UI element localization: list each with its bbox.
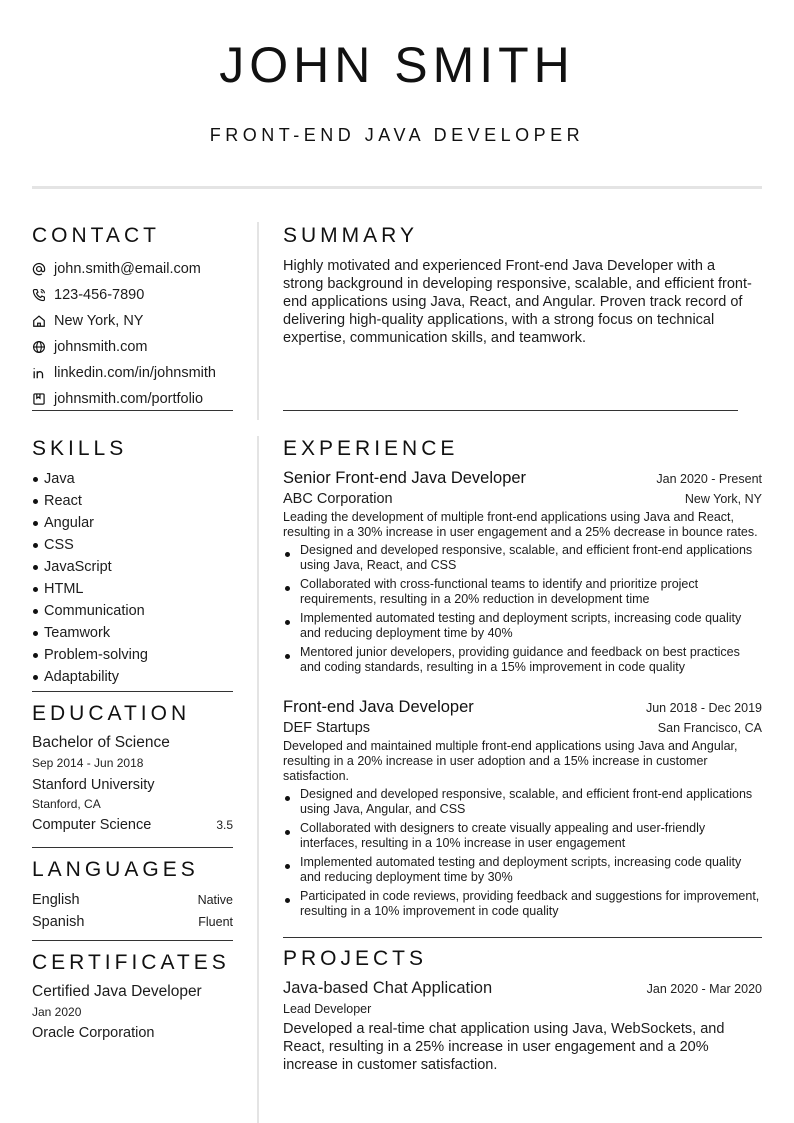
header-divider xyxy=(32,186,762,189)
certificates-heading: CERTIFICATES xyxy=(32,951,230,974)
experience-entry xyxy=(283,469,762,679)
contact-phone-text: 123-456-7890 xyxy=(54,287,145,303)
certificate-date: Jan 2020 xyxy=(32,1005,82,1019)
job-location: San Francisco, CA xyxy=(657,721,762,735)
contact-list xyxy=(32,256,237,412)
education-location: Stanford, CA xyxy=(32,797,101,811)
home-icon xyxy=(32,314,46,328)
language-item xyxy=(32,911,233,933)
job-description: Developed and maintained multiple front-end applications using Java and Angular, resulting in a 20% increase in user adoption and a 15% increase in customer satisfaction. xyxy=(283,739,738,783)
job-title-header: FRONT-END JAVA DEVELOPER xyxy=(209,125,585,145)
certificate-issuer: Oracle Corporation xyxy=(32,1025,155,1041)
languages-list xyxy=(32,889,233,933)
column-divider-bottom xyxy=(257,436,259,1123)
project-description: Developed a real-time chat application using Java, WebSockets, and React, resulting in a 25% increase in user engagement and a 20% increase in customer satisfaction. xyxy=(283,1021,725,1073)
language-name: Spanish xyxy=(32,914,85,930)
project-role: Lead Developer xyxy=(283,1002,372,1016)
education-degree: Bachelor of Science xyxy=(32,734,170,751)
experience-entry xyxy=(283,698,762,923)
summary-divider xyxy=(283,410,738,411)
linkedin-icon xyxy=(32,366,46,380)
job-bullet: Designed and developed responsive, scalable, and efficient front-end applications using Java, React, and CSS xyxy=(283,543,762,573)
education-gpa: 3.5 xyxy=(216,818,233,832)
languages-divider xyxy=(32,940,233,941)
project-dates: Jan 2020 - Mar 2020 xyxy=(646,982,762,996)
language-level: Fluent xyxy=(198,915,233,929)
contact-portfolio-text: johnsmith.com/portfolio xyxy=(54,391,204,407)
skills-divider xyxy=(32,691,233,692)
languages-heading: LANGUAGES xyxy=(32,858,199,881)
globe-icon xyxy=(32,340,46,354)
certificate-entry xyxy=(32,983,233,1041)
job-bullet: Collaborated with designers to create visually appealing and user-friendly interfaces, resulting in a 10% increase in user engagement xyxy=(283,821,762,851)
contact-location-text: New York, NY xyxy=(54,313,144,329)
skill-item: Communication xyxy=(32,600,232,622)
experience-heading: EXPERIENCE xyxy=(283,437,459,460)
projects-heading: PROJECTS xyxy=(283,947,428,970)
skill-item: Adaptability xyxy=(32,666,232,688)
contact-location xyxy=(32,308,237,334)
language-level: Native xyxy=(197,893,233,907)
contact-phone[interactable] xyxy=(32,282,237,308)
job-title: Senior Front-end Java Developer xyxy=(283,469,527,487)
skill-item: Angular xyxy=(32,512,232,534)
contact-linkedin-text: linkedin.com/in/johnsmith xyxy=(54,365,216,381)
contact-portfolio[interactable] xyxy=(32,386,237,412)
skill-item: CSS xyxy=(32,534,232,556)
contact-email-text: john.smith@email.com xyxy=(54,261,201,277)
language-item xyxy=(32,889,233,911)
skills-heading: SKILLS xyxy=(32,437,128,460)
contact-linkedin[interactable] xyxy=(32,360,237,386)
skill-item: JavaScript xyxy=(32,556,232,578)
project-title: Java-based Chat Application xyxy=(283,979,493,997)
education-school: Stanford University xyxy=(32,777,155,793)
job-company: ABC Corporation xyxy=(283,491,393,507)
summary-text: Highly motivated and experienced Front-end Java Developer with a strong background in developing responsive, scalable, and efficient front-end applications using Java, React, and Angular. Proven track record of delivering high-quality applications, with a strong focus on technical expertise, communication skills, and teamwork. xyxy=(283,258,752,346)
education-heading: EDUCATION xyxy=(32,702,191,725)
job-bullets xyxy=(283,543,762,675)
skill-item: Java xyxy=(32,468,232,490)
job-bullet: Implemented automated testing and deployment scripts, increasing code quality and reducing deployment time by 30% xyxy=(283,855,762,885)
summary-heading: SUMMARY xyxy=(283,224,418,247)
candidate-name: JOHN SMITH xyxy=(219,37,575,93)
education-dates: Sep 2014 - Jun 2018 xyxy=(32,756,144,770)
job-bullet: Mentored junior developers, providing guidance and feedback on best practices and coding standards, resulting in a 15% improvement in code quality xyxy=(283,645,762,675)
skills-list xyxy=(32,468,232,688)
job-dates: Jun 2018 - Dec 2019 xyxy=(645,701,762,715)
contact-heading: CONTACT xyxy=(32,224,160,247)
skill-item: React xyxy=(32,490,232,512)
job-company: DEF Startups xyxy=(283,720,371,736)
contact-website[interactable] xyxy=(32,334,237,360)
phone-icon xyxy=(32,288,46,302)
job-bullet: Participated in code reviews, providing feedback and suggestions for improvement, resulting in a 10% improvement in code quality xyxy=(283,889,762,919)
experience-divider xyxy=(283,937,762,938)
education-entry xyxy=(32,734,233,833)
at-icon xyxy=(32,262,46,276)
job-bullet: Collaborated with cross-functional teams to identify and prioritize project requirements, resulting in a 20% reduction in development time xyxy=(283,577,762,607)
portfolio-icon xyxy=(32,392,46,406)
column-divider-top xyxy=(257,222,259,420)
job-bullet: Implemented automated testing and deployment scripts, increasing code quality and reducing deployment time by 40% xyxy=(283,611,762,641)
job-bullets xyxy=(283,787,762,919)
certificate-name: Certified Java Developer xyxy=(32,983,202,1000)
job-bullet: Designed and developed responsive, scalable, and efficient front-end applications using Java, Angular, and CSS xyxy=(283,787,762,817)
contact-divider xyxy=(32,410,233,411)
language-name: English xyxy=(32,892,80,908)
job-description: Leading the development of multiple front-end applications using Java and React, resulting in a 30% increase in user engagement and a 25% decrease in bounce rates. xyxy=(283,510,758,539)
contact-website-text: johnsmith.com xyxy=(54,339,148,355)
job-dates: Jan 2020 - Present xyxy=(656,472,762,486)
skill-item: Teamwork xyxy=(32,622,232,644)
job-title: Front-end Java Developer xyxy=(283,698,474,716)
education-divider xyxy=(32,847,233,848)
skill-item: Problem-solving xyxy=(32,644,232,666)
contact-email[interactable] xyxy=(32,256,237,282)
job-location: New York, NY xyxy=(684,492,762,506)
skill-item: HTML xyxy=(32,578,232,600)
project-entry xyxy=(283,979,762,1074)
education-field: Computer Science xyxy=(32,817,152,833)
